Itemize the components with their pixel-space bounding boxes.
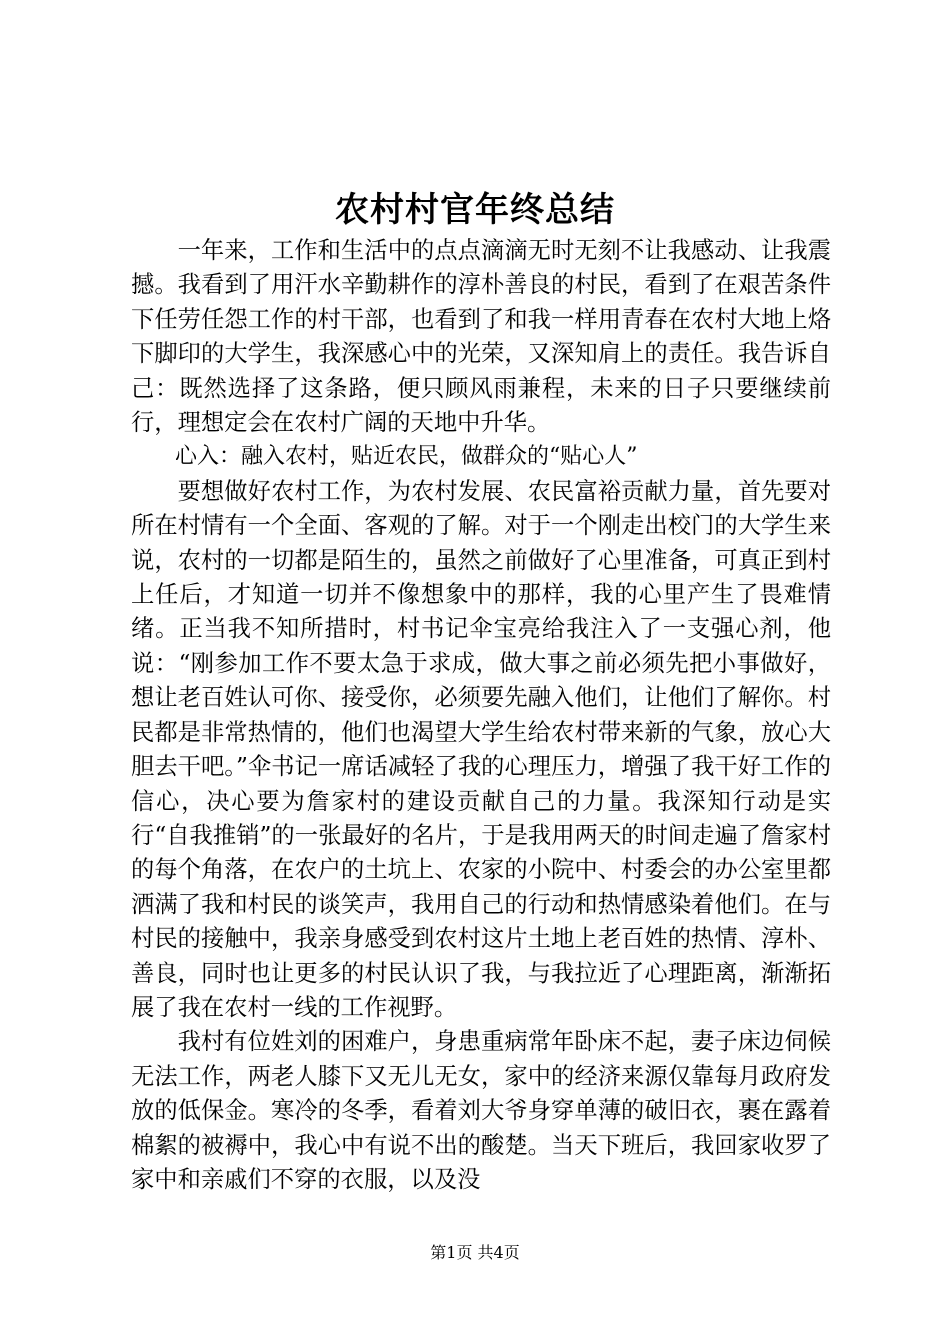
page-footer: 第1页 共4页 — [430, 1243, 520, 1262]
document-title: 农村村官年终总结 — [335, 190, 615, 230]
section-heading: 心入：融入农村，贴近农民，做群众的“贴心人” — [175, 444, 638, 470]
paragraph-integration: 要想做好农村工作，为农村发展、农民富裕贡献力量，首先要对所在村情有一个全面、客观的了解。对于一个刚走出校门的大学生来说，农村的一切都是陌生的，虽然之前做好了心里准备，可真正到村上任后，才知道一切并不像想象中的那样，我的心里产生了畏难情绪。正当我不知所措时，村书记伞宝亮给我注入了一支强心剂，他说：“刚参加工作不要太急于求成，做大事之前必须先把小事做好，想让老百姓认可你、接受你，必须要先融入他们，让他们了解你。村民都是非常热情的，他们也渴望大学生给农村带来新的气象，放心大胆去干吧。”伞书记一席话减轻了我的心理压力，增强了我干好工作的信心，决心要为詹家村的建设贡献自己的力量。我深知行动是实行“自我推销”的一张最好的名片，于是我用两天的时间走遍了詹家村的每个角落，在农户的土坑上、农家的小院中、村委会的办公室里都洒满了我和村民的谈笑声，我用自己的行动和热情感染着他们。在与村民的接触中，我亲身感受到农村这片土地上老百姓的热情、淳朴、善良，同时也让更多的村民认识了我，与我拉近了心理距离，渐渐拓展了我在农村一线的工作视野。 — [131, 477, 831, 1021]
document-body — [131, 234, 831, 1197]
paragraph-poor-household: 我村有位姓刘的困难户，身患重病常年卧床不起，妻子床边伺候无法工作，两老人膝下又无儿无女，家中的经济来源仅靠每月政府发放的低保金。寒冷的冬季，看着刘大爷身穿单薄的破旧衣，裹在露着棉絮的被褥中，我心中有说不出的酸楚。当天下班后，我回家收罗了家中和亲戚们不穿的衣服，以及没 — [131, 1028, 831, 1193]
paragraph-intro: 一年来，工作和生活中的点点滴滴无时无刻不让我感动、让我震撼。我看到了用汗水辛勤耕作的淳朴善良的村民，看到了在艰苦条件下任劳任怨工作的村干部，也看到了和我一样用青春在农村大地上烙下脚印的大学生，我深感心中的光荣，又深知肩上的责任。我告诉自己：既然选择了这条路，便只顾风雨兼程，未来的日子只要继续前行，理想定会在农村广阔的天地中升华。 — [131, 237, 831, 437]
